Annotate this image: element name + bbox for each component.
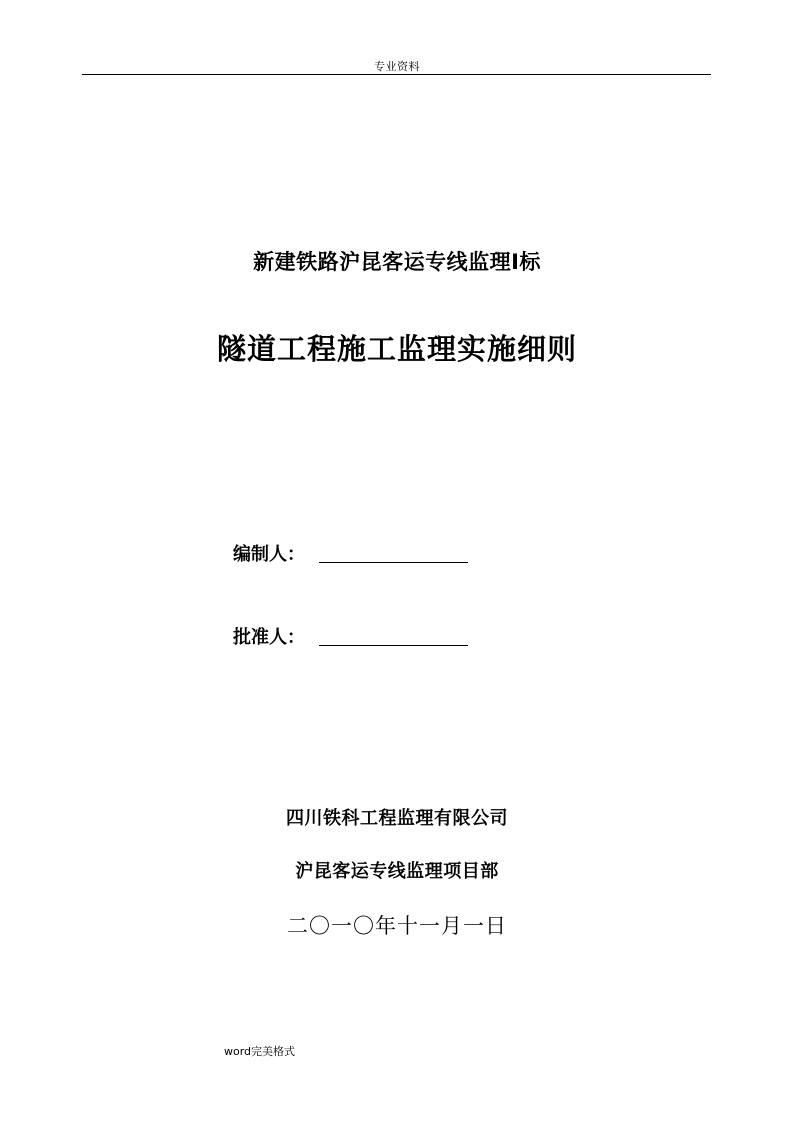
page-header-text: 专业资料: [374, 60, 420, 73]
page-footer-text: word完美格式: [224, 1045, 296, 1058]
department-name: 沪昆客运专线监理项目部: [295, 861, 499, 882]
approver-signature-line: [319, 645, 468, 646]
approver-label: 批准人：: [233, 627, 305, 648]
document-title: 隧道工程施工监理实施细则: [216, 332, 577, 366]
organization-name: 四川铁科工程监理有限公司: [286, 808, 508, 829]
header-divider: [82, 74, 711, 75]
compiler-signature-line: [319, 562, 468, 563]
compiler-label: 编制人：: [233, 544, 305, 565]
project-subtitle: 新建铁路沪昆客运专线监理Ⅰ标: [253, 250, 541, 274]
document-date: 二〇一〇年十一月一日: [287, 914, 507, 938]
